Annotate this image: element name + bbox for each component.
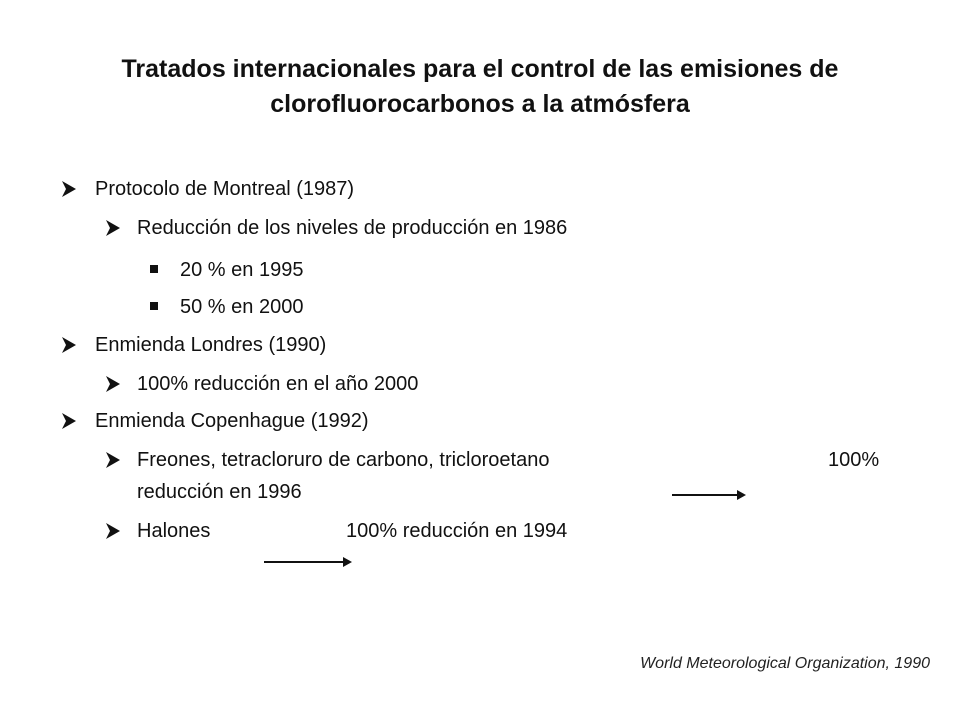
bullet-montreal-sub: Reducción de los niveles de producción en 1986: [137, 217, 568, 239]
bullet-montreal-point-1: 20 % en 1995: [180, 259, 304, 281]
arrow-triangle-icon: [60, 412, 78, 430]
arrow-triangle-icon: [104, 375, 122, 393]
arrow-triangle-icon: [104, 451, 122, 469]
title-line-2: clorofluorocarbonos a la atmósfera: [270, 90, 690, 118]
arrow-triangle-icon: [60, 180, 78, 198]
arrow-triangle-icon: [60, 336, 78, 354]
freones-value: 100%: [828, 449, 880, 471]
square-icon: [150, 302, 158, 310]
bullet-montreal-point-2: 50 % en 2000: [180, 296, 304, 318]
halones-arrow-icon: [264, 561, 344, 563]
bullet-halones: Halones: [137, 520, 211, 542]
arrow-triangle-icon: [104, 219, 122, 237]
slide-title: [60, 52, 900, 122]
halones-value: 100% reducción en 1994: [346, 520, 568, 542]
square-icon: [150, 265, 158, 273]
bullet-copenhague: Enmienda Copenhague (1992): [95, 410, 369, 432]
bullet-londres-sub: 100% reducción en el año 2000: [137, 373, 419, 395]
bullet-montreal: Protocolo de Montreal (1987): [95, 178, 355, 200]
source-citation: World Meteorological Organization, 1990: [640, 655, 930, 672]
arrow-triangle-icon: [104, 522, 122, 540]
bullet-londres: Enmienda Londres (1990): [95, 334, 327, 356]
bullet-freones: Freones, tetracloruro de carbono, tricloroetano: [137, 449, 550, 471]
freones-continuation: reducción en 1996: [137, 481, 302, 503]
freones-arrow-icon: [672, 494, 738, 496]
title-line-1: Tratados internacionales para el control de las emisiones de: [121, 55, 839, 83]
